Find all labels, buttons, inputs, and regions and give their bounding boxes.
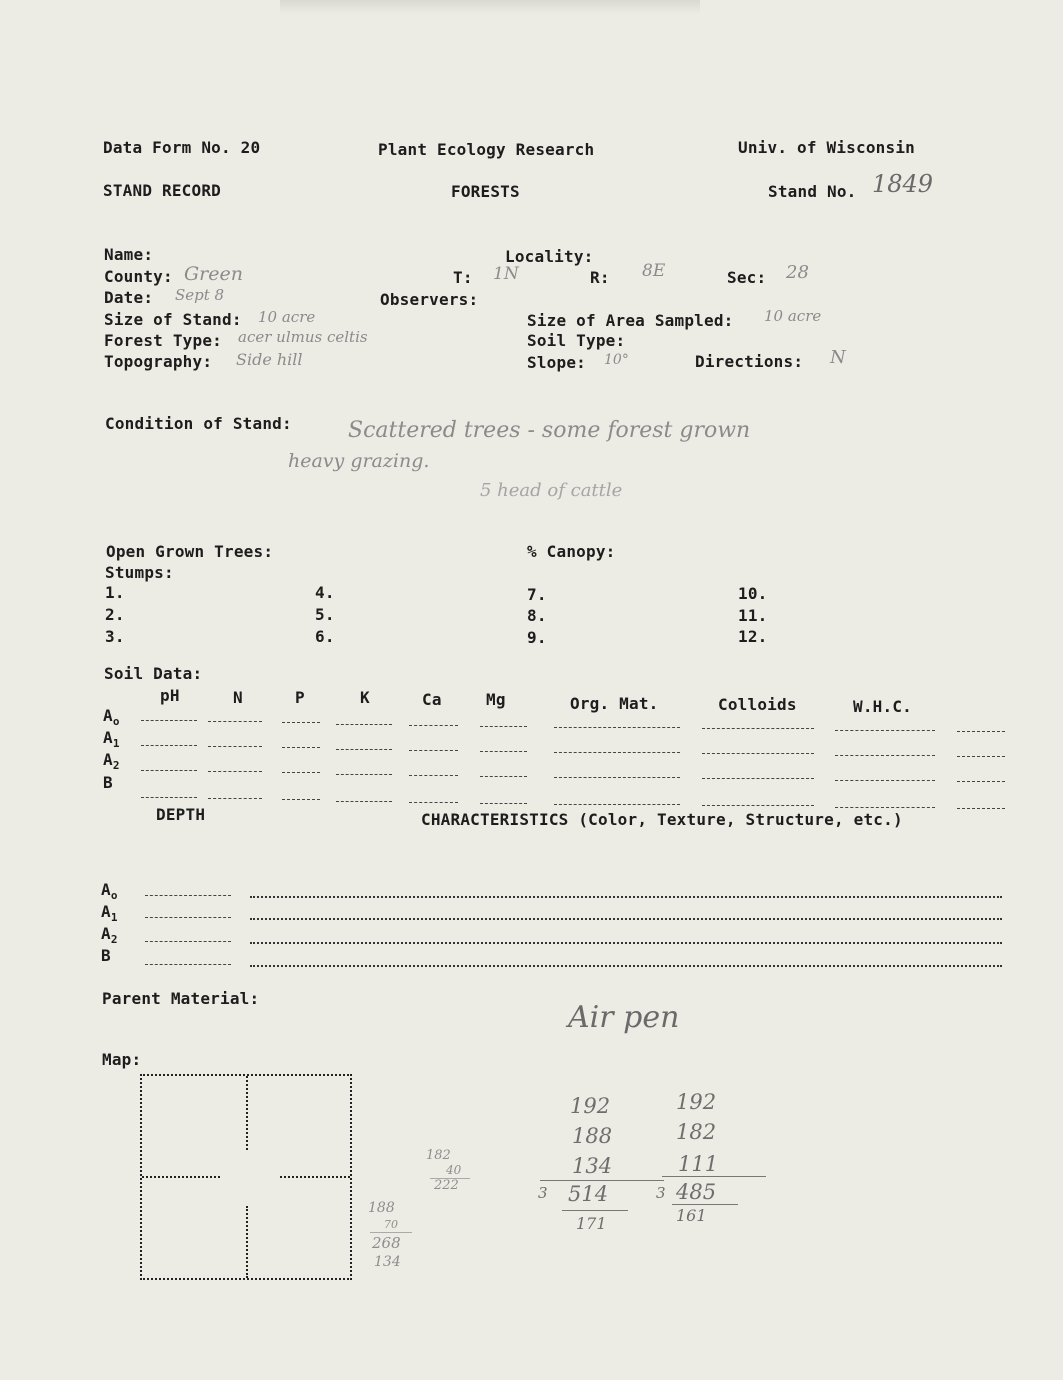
soil-col-ph: pH (160, 686, 180, 705)
canopy-label: % Canopy: (527, 542, 616, 561)
parent-material-label: Parent Material: (102, 989, 260, 1008)
calc-small2-4: 134 (374, 1254, 401, 1270)
soil-blank-line (480, 751, 527, 752)
soil-type-label: Soil Type: (527, 331, 626, 350)
directions-value: N (830, 347, 846, 368)
characteristics-blank-line (250, 918, 1002, 920)
soil-blank-line (282, 722, 320, 723)
condition-label: Condition of Stand: (105, 414, 292, 433)
stump-3: 3. (105, 627, 125, 646)
profile-a0: $A_o$ (101, 880, 118, 902)
soil-blank-line (282, 772, 320, 773)
soil-blank-line (409, 775, 458, 776)
size-stand-value: 10 acre (258, 308, 316, 326)
soil-blank-line (141, 797, 197, 798)
sec-value: 28 (786, 262, 809, 283)
soil-blank-line (480, 726, 527, 727)
calc-col2-sum: 485 (676, 1180, 717, 1204)
university: Univ. of Wisconsin (738, 138, 915, 157)
soil-blank-line (480, 803, 527, 804)
open-grown-label: Open Grown Trees: (106, 542, 274, 561)
slope-value: 10° (604, 352, 629, 368)
calc-small2-2: 70 (384, 1218, 398, 1231)
characteristics-blank-line (250, 965, 1002, 967)
soil-blank-line (208, 771, 262, 772)
soil-col-org-mat: Org. Mat. (570, 694, 659, 713)
soil-blank-line (282, 799, 320, 800)
soil-blank-line (480, 776, 527, 777)
r-label: R: (590, 268, 610, 287)
soil-blank-line (702, 778, 814, 779)
soil-blank-line (554, 777, 680, 778)
profile-b: B (101, 946, 111, 965)
stump-6: 6. (315, 627, 335, 646)
soil-blank-line (141, 720, 197, 721)
date-value: Sept 8 (175, 286, 225, 304)
soil-col-k: K (360, 688, 370, 707)
calc-col1-sum: 514 (568, 1182, 609, 1206)
depth-blank-line (145, 941, 231, 942)
calc-col1-3: 134 (572, 1154, 613, 1178)
soil-blank-line (336, 774, 392, 775)
calc-col1-divisor: 3 (538, 1184, 548, 1202)
stumps-label: Stumps: (105, 563, 174, 582)
county-value: Green (184, 263, 243, 285)
soil-blank-line (336, 801, 392, 802)
size-stand-label: Size of Stand: (104, 310, 242, 329)
depth-blank-line (145, 895, 231, 896)
stump-8: 8. (527, 606, 547, 625)
sec-label: Sec: (727, 268, 767, 287)
calc-small1-2: 40 (446, 1163, 462, 1177)
forest-type-value: acer ulmus celtis (238, 328, 368, 346)
date-label: Date: (104, 288, 154, 307)
soil-data-label: Soil Data: (104, 664, 203, 683)
stand-no-value: 1849 (872, 170, 934, 198)
soil-blank-line (409, 725, 458, 726)
stump-1: 1. (105, 583, 125, 602)
topography-value: Side hill (236, 350, 303, 369)
stump-10: 10. (738, 584, 768, 603)
soil-blank-line (208, 721, 262, 722)
soil-blank-line (336, 724, 392, 725)
soil-blank-line (957, 808, 1005, 809)
horizon-a2: $A_2$ (103, 750, 120, 772)
calc-col2-2: 182 (676, 1120, 717, 1144)
parent-material-note: Air pen (568, 1000, 680, 1035)
calc-small2-3: 268 (372, 1234, 401, 1252)
stump-7: 7. (527, 585, 547, 604)
soil-blank-line (957, 781, 1005, 782)
soil-blank-line (208, 798, 262, 799)
soil-blank-line (141, 745, 197, 746)
record-type: STAND RECORD (103, 181, 221, 200)
soil-blank-line (835, 730, 935, 731)
soil-blank-line (409, 750, 458, 751)
depth-blank-line (145, 964, 231, 965)
condition-note-1: Scattered trees - some forest grown (348, 418, 751, 443)
soil-blank-line (554, 804, 680, 805)
paper-shadow (280, 0, 700, 14)
topography-label: Topography: (104, 352, 213, 371)
soil-blank-line (835, 755, 935, 756)
characteristics-label: CHARACTERISTICS (Color, Texture, Structure, etc.) (421, 810, 903, 829)
calc-col2-result: 161 (676, 1206, 707, 1225)
soil-col-ca: Ca (422, 690, 442, 709)
calc-col2-1: 192 (676, 1090, 717, 1114)
soil-blank-line (835, 807, 935, 808)
locality-label: Locality: (505, 247, 594, 266)
calc-small1-1: 182 (426, 1148, 451, 1163)
stump-9: 9. (527, 628, 547, 647)
profile-a1: $A_1$ (101, 902, 118, 924)
organization: Plant Ecology Research (378, 140, 595, 159)
calc-col1-result: 171 (576, 1214, 607, 1233)
form-number: Data Form No. 20 (103, 138, 261, 157)
stump-2: 2. (105, 605, 125, 624)
stump-4: 4. (315, 583, 335, 602)
calc-small2-1: 188 (368, 1200, 395, 1216)
soil-blank-line (957, 731, 1005, 732)
condition-note-3: 5 head of cattle (480, 480, 623, 501)
characteristics-blank-line (250, 942, 1002, 944)
stand-no-label: Stand No. (768, 182, 857, 201)
name-label: Name: (104, 245, 154, 264)
soil-blank-line (208, 746, 262, 747)
map-label: Map: (102, 1050, 142, 1069)
calc-small1-3: 222 (434, 1178, 459, 1193)
soil-col-colloids: Colloids (718, 695, 797, 714)
map-grid (140, 1074, 352, 1280)
soil-blank-line (702, 753, 814, 754)
horizon-b: B (103, 773, 113, 792)
soil-col-p: P (295, 688, 305, 707)
area-sampled-value: 10 acre (764, 307, 822, 325)
calc-col2-3: 111 (678, 1152, 719, 1176)
slope-label: Slope: (527, 353, 586, 372)
stump-12: 12. (738, 627, 768, 646)
soil-blank-line (554, 727, 680, 728)
soil-blank-line (554, 752, 680, 753)
calc-col2-divisor: 3 (656, 1184, 666, 1202)
r-value: 8E (642, 261, 666, 281)
stump-5: 5. (315, 605, 335, 624)
observers-label: Observers: (380, 290, 479, 309)
profile-a2: $A_2$ (101, 924, 118, 946)
t-value: 1N (493, 264, 519, 284)
county-label: County: (104, 267, 173, 286)
horizon-a1: $A_1$ (103, 728, 120, 750)
condition-note-2: heavy grazing. (288, 450, 430, 472)
soil-blank-line (702, 805, 814, 806)
calc-col1-1: 192 (570, 1094, 611, 1118)
soil-col-whc: W.H.C. (853, 697, 912, 716)
stump-11: 11. (738, 606, 768, 625)
soil-blank-line (702, 728, 814, 729)
soil-col-n: N (233, 688, 243, 707)
area-sampled-label: Size of Area Sampled: (527, 311, 734, 330)
calc-col1-2: 188 (572, 1124, 613, 1148)
horizon-a0: $A_o$ (103, 706, 120, 728)
soil-col-mg: Mg (486, 690, 506, 709)
depth-label: DEPTH (156, 805, 206, 824)
characteristics-blank-line (250, 896, 1002, 898)
soil-blank-line (336, 749, 392, 750)
soil-blank-line (409, 802, 458, 803)
depth-blank-line (145, 917, 231, 918)
soil-blank-line (141, 770, 197, 771)
forest-type-label: Forest Type: (104, 331, 222, 350)
directions-label: Directions: (695, 352, 804, 371)
category: FORESTS (451, 182, 520, 201)
soil-blank-line (835, 780, 935, 781)
soil-blank-line (282, 747, 320, 748)
t-label: T: (453, 268, 473, 287)
soil-blank-line (957, 756, 1005, 757)
